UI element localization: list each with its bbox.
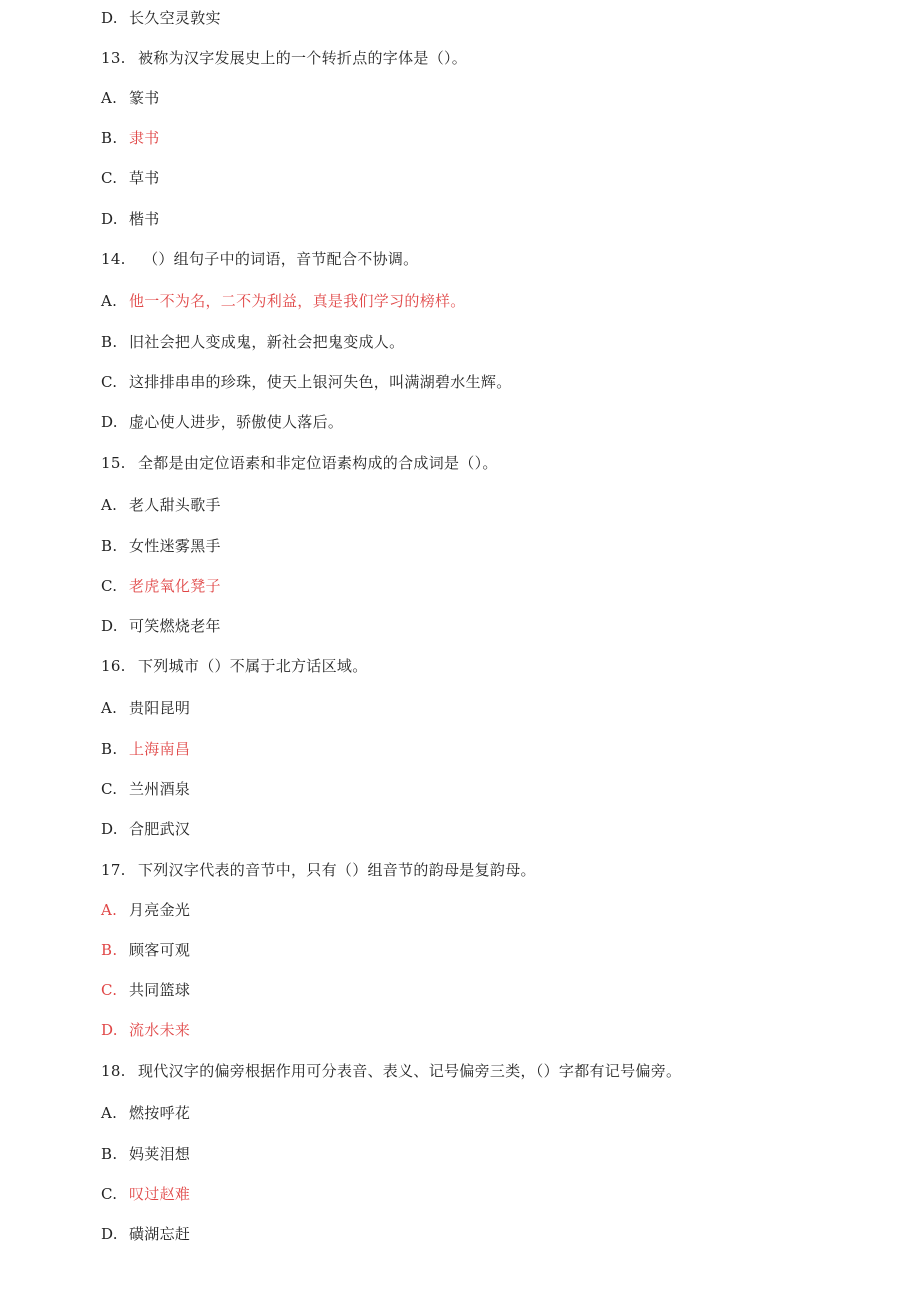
option-letter: A. [101, 496, 118, 514]
option-text: 共同篮球 [129, 981, 191, 999]
question-line [101, 655, 368, 677]
question-number: 14. [101, 250, 126, 268]
option-letter: B. [101, 740, 118, 758]
option-text: 兰州酒泉 [129, 780, 191, 798]
option-line [101, 411, 343, 433]
option-text: 月亮金光 [129, 901, 191, 919]
option-letter: C. [101, 577, 118, 595]
question-text: 被称为汉字发展史上的一个转折点的字体是（）。 [138, 49, 468, 67]
option-letter: A. [101, 89, 118, 107]
option-line [101, 1223, 190, 1245]
option-text: 燃按呼花 [129, 1104, 191, 1122]
option-line [101, 615, 221, 637]
option-letter: C. [101, 981, 118, 999]
option-text: 老人甜头歌手 [129, 496, 221, 514]
option-line [101, 127, 160, 149]
option-line [101, 167, 160, 189]
question-line [101, 859, 536, 881]
option-line [101, 1102, 190, 1124]
question-text: 下列汉字代表的音节中，只有（）组音节的韵母是复韵母。 [138, 861, 536, 879]
question-number: 18. [101, 1062, 126, 1080]
option-line [101, 979, 190, 1001]
option-letter: C. [101, 780, 118, 798]
option-text: 虚心使人进步，骄傲使人落后。 [129, 413, 344, 431]
option-line [101, 208, 160, 230]
option-letter: C. [101, 169, 118, 187]
option-letter: D. [101, 617, 118, 635]
option-letter: D. [101, 413, 118, 431]
option-line [101, 939, 190, 961]
option-text: 上海南昌 [129, 740, 191, 758]
question-line [101, 1060, 681, 1082]
question-text: 现代汉字的偏旁根据作用可分表音、表义、记号偏旁三类，（）字都有记号偏旁。 [138, 1062, 682, 1080]
option-text: 磺湖忘赶 [129, 1225, 191, 1243]
option-text: 顾客可观 [129, 941, 191, 959]
option-letter: B. [101, 129, 118, 147]
option-letter: A. [101, 292, 118, 310]
option-line [101, 1019, 190, 1041]
option-line [101, 371, 512, 393]
option-letter: C. [101, 373, 118, 391]
option-text: 篆书 [129, 89, 160, 107]
option-letter: D. [101, 210, 118, 228]
question-number: 15. [101, 454, 126, 472]
option-text: 女性迷雾黑手 [129, 537, 221, 555]
option-line [101, 778, 190, 800]
option-line [101, 331, 404, 353]
option-text: 这排排串串的珍珠，使天上银河失色，叫满湖碧水生辉。 [129, 373, 512, 391]
option-letter: A. [101, 1104, 118, 1122]
question-text: 下列城市（）不属于北方话区域。 [138, 657, 368, 675]
option-letter: A. [101, 699, 118, 717]
option-letter: D. [101, 820, 118, 838]
option-line [101, 575, 221, 597]
option-letter: A. [101, 901, 118, 919]
option-line [101, 818, 190, 840]
option-text: 楷书 [129, 210, 160, 228]
question-line [101, 248, 418, 270]
option-line [101, 697, 190, 719]
option-text: 隶书 [129, 129, 160, 147]
question-line [101, 47, 467, 69]
option-line [101, 738, 190, 760]
option-text: 老虎氧化凳子 [129, 577, 221, 595]
option-text: 草书 [129, 169, 160, 187]
option-letter: D. [101, 1225, 118, 1243]
option-line [101, 290, 466, 312]
option-letter: D. [101, 9, 118, 27]
question-text: 全都是由定位语素和非定位语素构成的合成词是（）。 [138, 454, 498, 472]
question-text: （）组句子中的词语，音节配合不协调。 [138, 250, 419, 268]
option-text: 贵阳昆明 [129, 699, 191, 717]
option-letter: B. [101, 1145, 118, 1163]
option-letter: B. [101, 333, 118, 351]
option-text: 合肥武汉 [129, 820, 191, 838]
option-text: 叹过赵难 [129, 1185, 191, 1203]
option-text: 他一不为名，二不为利益，真是我们学习的榜样。 [129, 292, 466, 310]
option-line [101, 1143, 190, 1165]
option-line [101, 7, 221, 29]
option-letter: C. [101, 1185, 118, 1203]
question-number: 16. [101, 657, 126, 675]
option-text: 可笑燃烧老年 [129, 617, 221, 635]
option-line [101, 535, 221, 557]
option-letter: B. [101, 537, 118, 555]
option-line [101, 494, 221, 516]
question-line [101, 452, 498, 474]
option-line [101, 87, 160, 109]
question-number: 13. [101, 49, 126, 67]
question-number: 17. [101, 861, 126, 879]
option-text: 长久空灵敦实 [129, 9, 221, 27]
option-text: 流水未来 [129, 1021, 191, 1039]
option-text: 妈荚泪想 [129, 1145, 191, 1163]
option-text: 旧社会把人变成鬼，新社会把鬼变成人。 [129, 333, 405, 351]
option-line [101, 899, 190, 921]
option-line [101, 1183, 190, 1205]
option-letter: B. [101, 941, 118, 959]
option-letter: D. [101, 1021, 118, 1039]
